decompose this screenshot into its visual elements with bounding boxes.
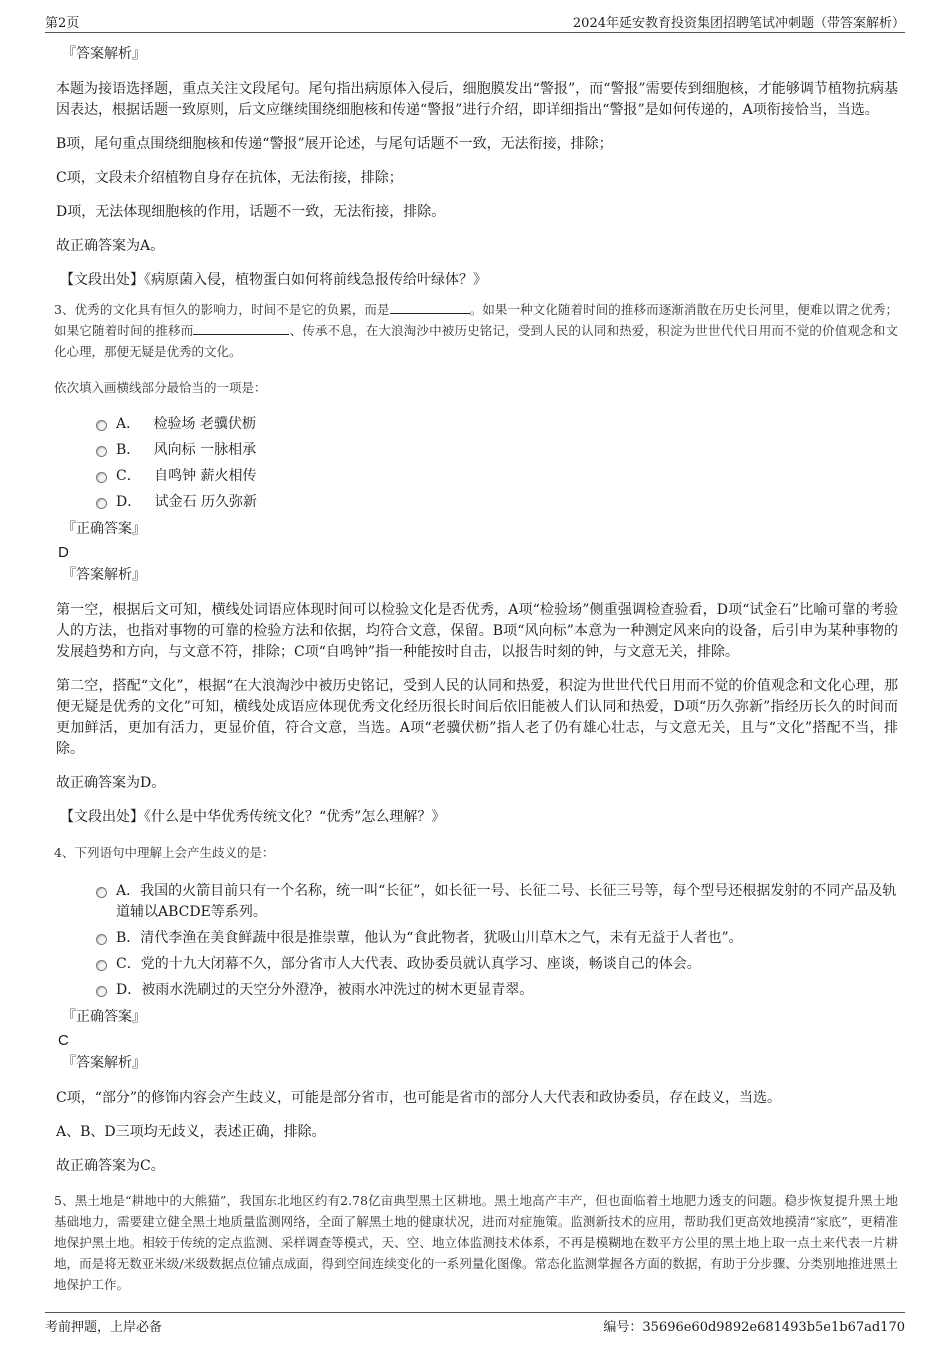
radio-icon[interactable] <box>96 472 107 483</box>
q2-analysis-p4: D项，无法体现细胞核的作用，话题不一致，无法衔接，排除。 <box>56 204 446 220</box>
q3-stem <box>54 299 898 362</box>
q2-source: 【文段出处】《病原菌入侵，植物蛋白如何将前线急报传给叶绿体？》 <box>60 272 487 288</box>
q3-option-c[interactable]: C． 自鸣钟 薪火相传 <box>96 466 898 487</box>
q4-options <box>56 881 898 1001</box>
q4-analysis-p1: C项，“部分”的修饰内容会产生歧义，可能是部分省市，也可能是省市的部分人大代表和政协委员，存在歧义，当选。 <box>56 1090 782 1106</box>
q4-option-a[interactable]: A．我国的火箭目前只有一个名称，统一叫“长征”，如长征一号、长征二号、长征三号等，每个型号还根据发射的不同产品及轨道辅以ABCDE等系列。 <box>96 881 898 923</box>
q4-option-c[interactable]: C．党的十九大闭幕不久，部分省市人大代表、政协委员就认真学习、座谈，畅谈自己的体会。 <box>96 954 898 975</box>
page-number: 第2页 <box>45 16 80 31</box>
q3-stem-part1: 3、优秀的文化具有恒久的影响力，时间不是它的负累，而是 <box>54 302 390 317</box>
q4-analysis-label: 『答案解析』 <box>62 1055 146 1071</box>
q4-option-d[interactable]: D．被雨水洗刷过的天空分外澄净，被雨水冲洗过的树木更显青翠。 <box>96 980 898 1001</box>
q3-blank-2 <box>193 322 289 335</box>
q3-conclusion: 故正确答案为D。 <box>56 775 166 791</box>
q3-stem-part2: 。如果一种文化随着时间的推移而逐渐消散在历史长河里，便难以谓之优秀；如果它随着时间的推移而 <box>54 302 898 338</box>
q3-correct-label: 『正确答案』 <box>62 521 146 537</box>
q4-analysis-p2: A、B、D三项均无歧义，表述正确，排除。 <box>56 1124 326 1140</box>
radio-icon[interactable] <box>96 498 107 509</box>
q3-options <box>56 414 898 513</box>
q3-source: 【文段出处】《什么是中华优秀传统文化？“优秀”怎么理解？》 <box>60 809 446 825</box>
q2-analysis-p3: C项，文段未介绍植物自身存在抗体，无法衔接，排除； <box>56 170 403 186</box>
q3-blank-1 <box>390 301 470 314</box>
footer-slogan: 考前押题，上岸必备 <box>45 1320 163 1335</box>
radio-icon[interactable] <box>96 986 107 997</box>
document-title: 2024年延安教育投资集团招聘笔试冲刺题（带答案解析） <box>572 16 905 31</box>
q3-analysis-p2: 第二空，搭配“文化”，根据“在大浪淘沙中被历史铭记，受到人民的认同和热爱，积淀为世世代代日用而不觉的价值观念和文化心理，那便无疑是优秀的文化”可知，横线处成语应体现优秀文化经历很长时间后依旧能被人们认同和热爱，D项“历久弥新”指经历长久的时间而更加鲜活，更加有活力，更显价值，符合文意，当选。A项“老骥伏枥”指人老了仍有雄心壮志，与文意无关，且与“文化”搭配不当，排除。 <box>56 678 898 757</box>
q5-stem: 5、黑土地是“耕地中的大熊猫”，我国东北地区约有2.78亿亩典型黑土区耕地。黑土地高产丰产，但也面临着土地肥力透支的问题。稳步恢复提升黑土地基础地力，需要建立健全黑土地质量监测网络，全面了解黑土地的健康状况，进而对症施策。监测新技术的应用，帮助我们更高效地摸清“家底”，更精准地保护黑土地。相较于传统的定点监测、采样调查等模式，天、空、地立体监测技术体系，不再是模糊地在数平方公里的黑土地上取一点土来代表一片耕地，而是将无数亚米级/米级数据点位铺点成面，得到空间连续变化的一系列量化图像。常态化监测掌握各方面的数据，有助于分步骤、分类别地推进黑土地保护工作。 <box>54 1193 898 1292</box>
document-id: 编号：35696e60d9892e681493b5e1b67ad170 <box>603 1320 905 1335</box>
q4-conclusion: 故正确答案为C。 <box>56 1158 165 1174</box>
q3-analysis-label: 『答案解析』 <box>62 567 146 583</box>
q4-correct-label: 『正确答案』 <box>62 1009 146 1025</box>
radio-icon[interactable] <box>96 420 107 431</box>
q2-analysis-label: 『答案解析』 <box>62 46 146 62</box>
page-header <box>45 10 905 33</box>
q3-option-b[interactable]: B． 风向标 一脉相承 <box>96 440 898 461</box>
radio-icon[interactable] <box>96 887 107 898</box>
q2-analysis-p2: B项，尾句重点围绕细胞核和传递“警报”展开论述，与尾句话题不一致，无法衔接，排除； <box>56 136 613 152</box>
radio-icon[interactable] <box>96 960 107 971</box>
q3-option-a[interactable]: A． 检验场 老骥伏枥 <box>96 414 898 435</box>
page-content <box>56 44 898 1301</box>
radio-icon[interactable] <box>96 446 107 457</box>
q3-stem-part3: 、传承不息，在大浪淘沙中被历史铭记，受到人民的认同和热爱，积淀为世世代代日用而不觉的价值观念和文化心理，那便无疑是优秀的文化。 <box>54 323 898 359</box>
q3-option-d[interactable]: D． 试金石 历久弥新 <box>96 492 898 513</box>
q3-analysis-p1: 第一空，根据后文可知，横线处词语应体现时间可以检验文化是否优秀，A项“检验场”侧重强调检查验看，D项“试金石”比喻可靠的考验人的方法，也指对事物的可靠的检验方法和依据，均符合文意，保留。B项“风向标”本意为一种测定风来向的设备，后引申为某种事物的发展趋势和方向，与文意不符，排除；C项“自鸣钟”指一种能按时自击，以报告时刻的钟，与文意无关，排除。 <box>56 602 898 660</box>
q3-correct-answer: D <box>58 544 69 561</box>
q4-stem: 4、下列语句中理解上会产生歧义的是： <box>54 845 275 860</box>
page-footer <box>45 1312 905 1336</box>
q3-instruction: 依次填入画横线部分最恰当的一项是： <box>54 380 267 395</box>
q2-analysis-p1: 本题为接语选择题，重点关注文段尾句。尾句指出病原体入侵后，细胞膜发出“警报”，而“警报”需要传到细胞核，才能够调节植物抗病基因表达，根据话题一致原则，后文应继续围绕细胞核和传递“警报”进行介绍，即详细指出“警报”是如何传递的，A项衔接恰当，当选。 <box>56 81 898 118</box>
q4-option-b[interactable]: B．清代李渔在美食鲜蔬中很是推崇蕈，他认为“食此物者，犹吸山川草木之气，未有无益于人者也”。 <box>96 928 898 949</box>
q2-conclusion: 故正确答案为A。 <box>56 238 165 254</box>
radio-icon[interactable] <box>96 934 107 945</box>
q4-correct-answer: C <box>58 1032 69 1049</box>
